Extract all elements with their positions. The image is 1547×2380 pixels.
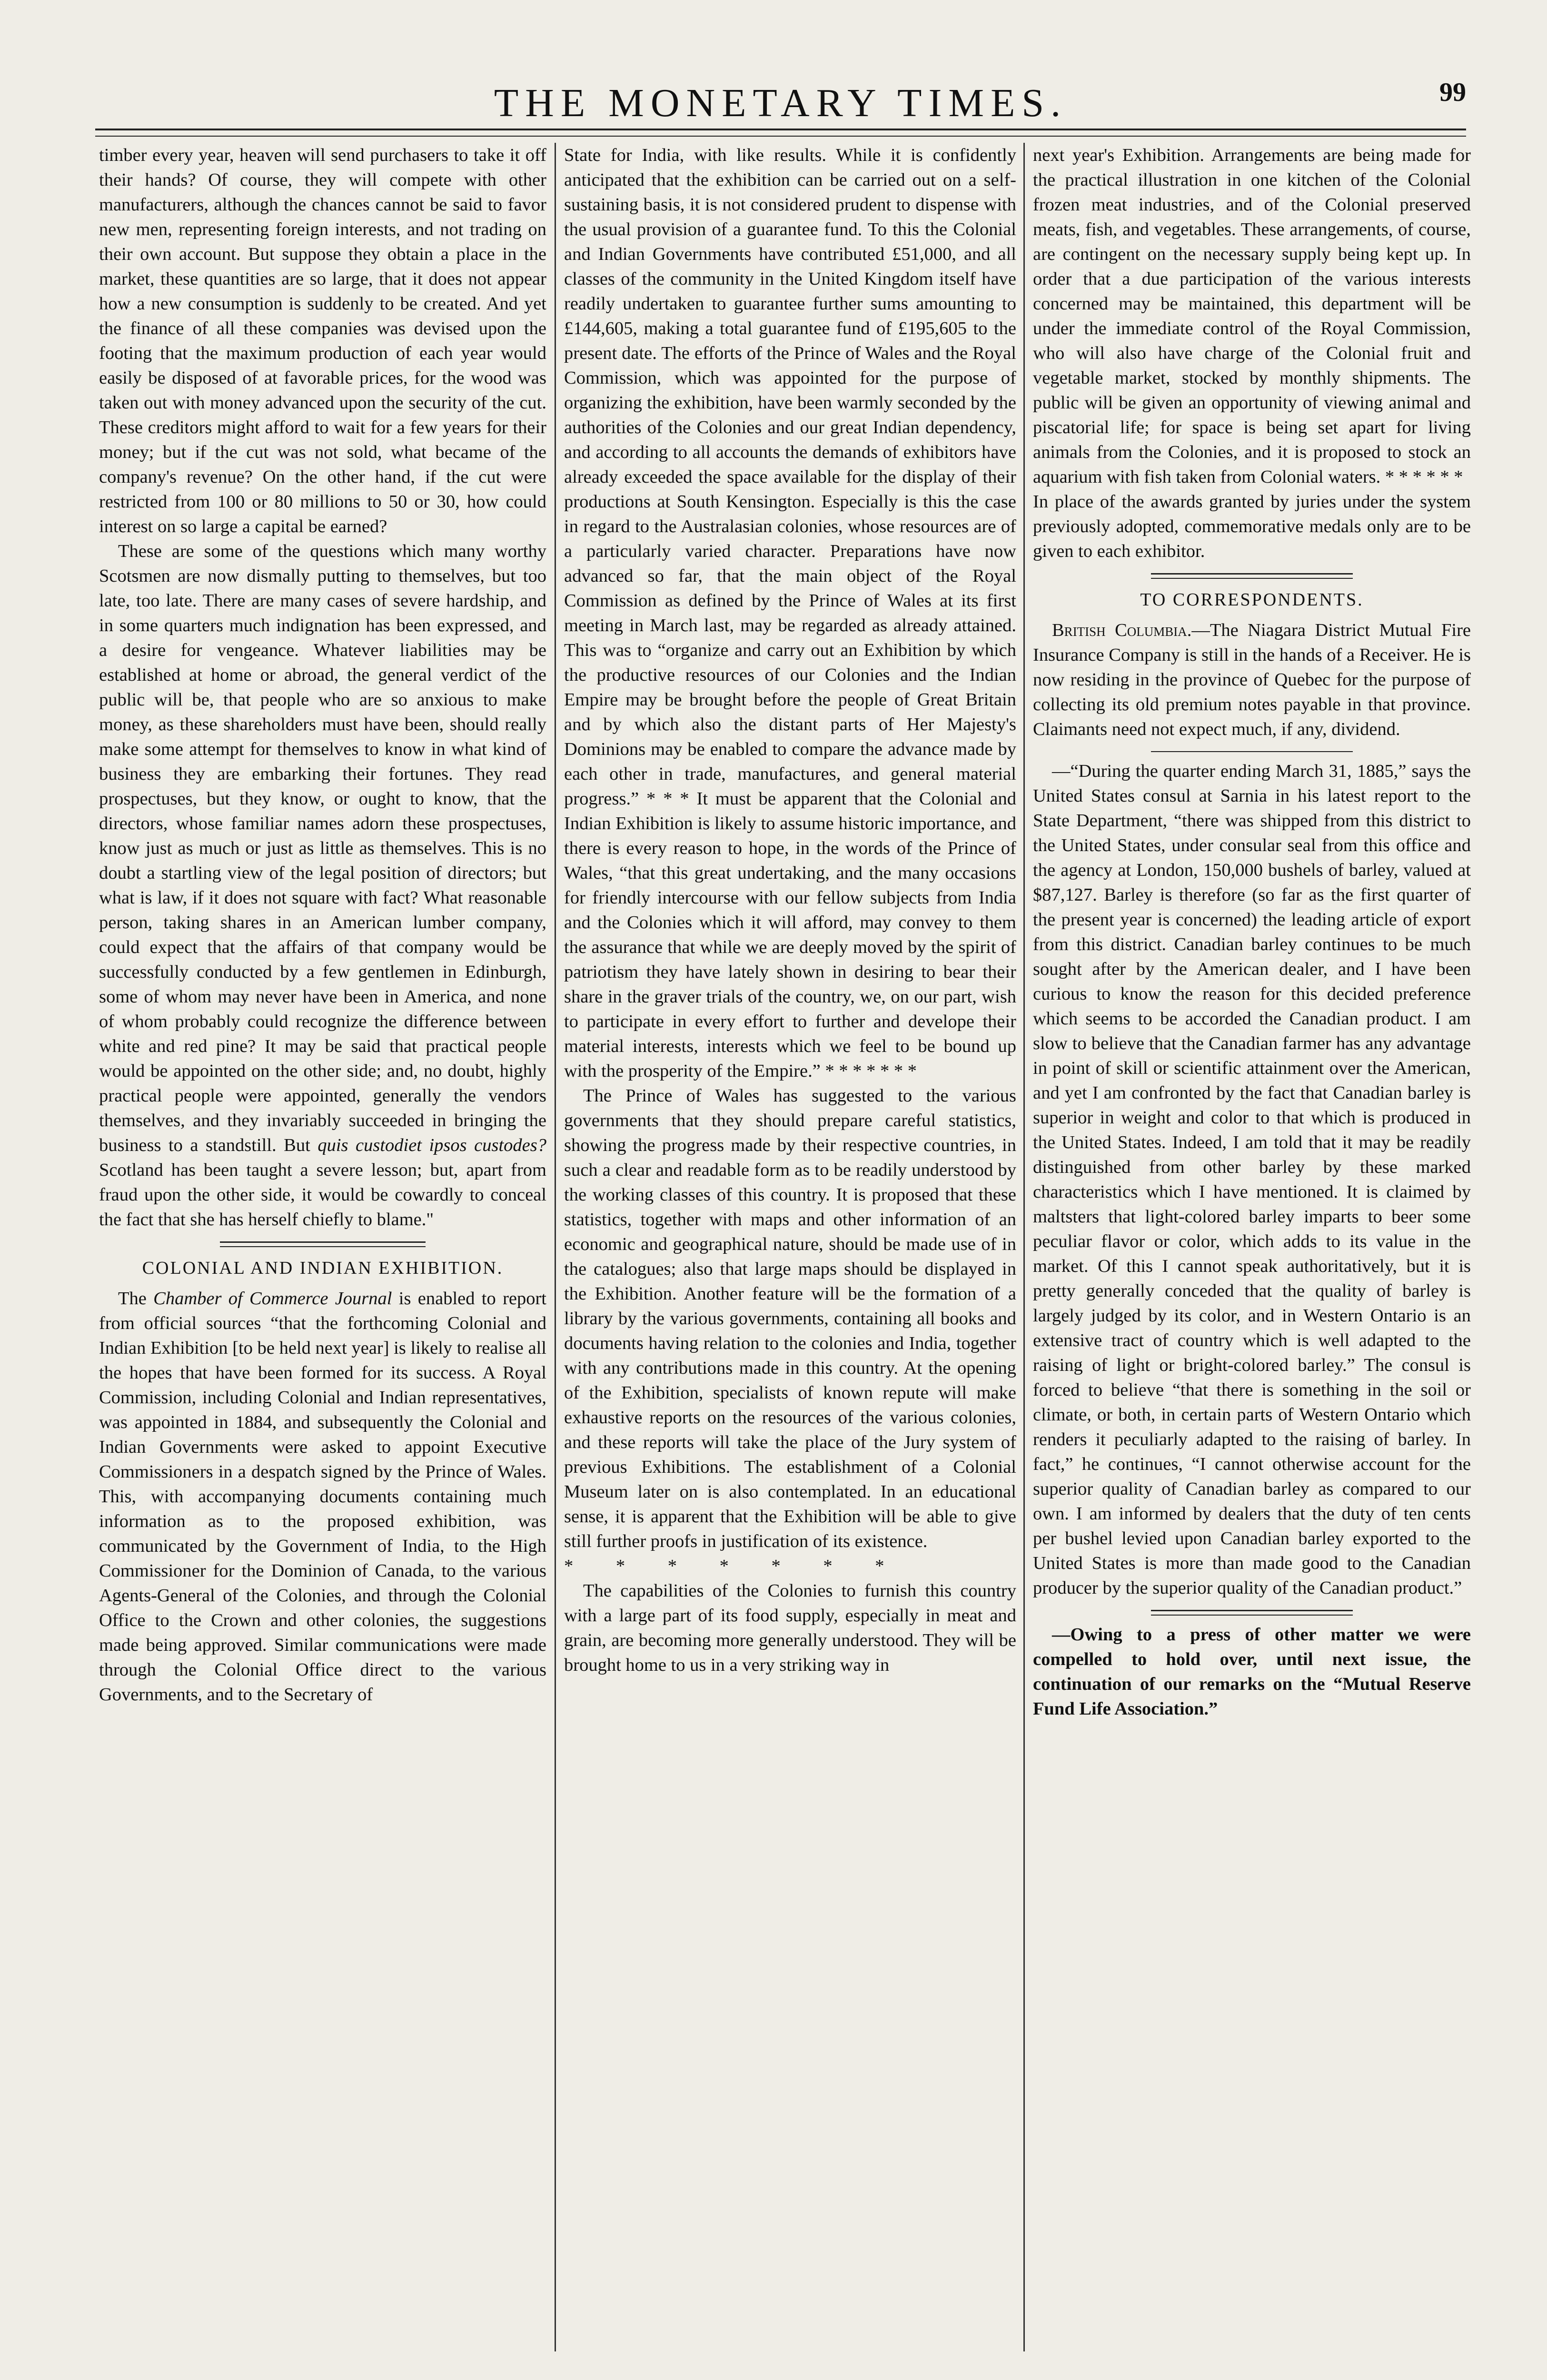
publication-title: THE MONETARY TIMES. bbox=[494, 81, 1068, 125]
masthead bbox=[95, 71, 1466, 124]
column-divider bbox=[555, 143, 556, 2351]
paragraph: —“During the quarter ending March 31, 1885,” says the United States consul at Sarnia in his latest report to the State Department, “there was shipped from this district to the United States, under consular seal from this office and the agency at London, 150,000 bushels of barley, valued at $87,127. Barley is therefore (so far as the first quarter of the present year is concerned) the leading article of export from this district. Canadian barley continues to be much sought after by the American dealer, and I have been curious to know the reason for this decided preference which seems to be accorded the Canadian product. I am slow to believe that the Canadian farmer has any advantage in point of skill or scientific attainment over the American, and yet I am confronted by the fact that Canadian barley is superior in weight and color to that which is produced in the United States. Indeed, I am told that it may be readily distinguished from other barley by these marked characteristics which I have mentioned. It is claimed by maltsters that light-colored barley imparts to beer some peculiar flavor or color, which adds to its value in the market. Of this I cannot speak authoritatively, but it is pretty generally conceded that the quality of barley is largely judged by its color, and in Western Ontario is an extensive tract of country which is well adapted to the raising of light or bright-colored barley.” The consul is forced to believe “that there is something in the soil or climate, or both, in certain parts of Western Ontario which renders it peculiarly adapted to the raising of barley. In fact,” he continues, “I cannot otherwise account for the superior quality of Canadian barley as compared to our own. I am informed by dealers that the duty of ten cents per bushel levied upon Canadian barley exported to the United States is more than made good to the Canadian producer by the superior quality of the Canadian product.” bbox=[1033, 761, 1471, 1598]
column-3 bbox=[1033, 143, 1471, 2361]
paragraph: next year's Exhibition. Arrangements are being made for the practical illustration in one kitchen of the Colonial frozen meat industries, and of the Colonial preserved meats, fish, and vegetables. These arrangements, of course, are contingent on the necessary supply being kept up. In order that a due participation of the various interests concerned may be maintained, this department will be under the immediate control of the Royal Commission, who will also have charge of the Colonial fruit and vegetable market, stocked by monthly shipments. The public will be given an opportunity of viewing animal and piscatorial life; for space is being set apart for living animals from the Colonies, and it is proposed to stock an aquarium with fish taken from Colonial waters. * * * * * * bbox=[1033, 145, 1471, 487]
section-separator bbox=[1151, 573, 1352, 579]
paragraph-text: is enabled to report from official sources “that the forthcoming Colonial and Indian Exhibition [to be held next year] is likely to realise all the hopes that have been formed for its success. A Royal Commission, including Colonial and Indian representatives, was appointed in 1884, and subsequently the Colonial and Indian Governments were asked to appoint Executive Commissioners in a despatch signed by the Prince of Wales. This, with accompanying documents containing much information as to the proposed exhibition, was communicated by the Government of India, to the High Commissioner for the Dominion of Canada, to the various Agents-General of the Colonies, and through the Colonial Office to the Crown and other colonies, the suggestions made being approved. Similar communications were made through the Colonial Office direct to the various Governments, and to the Secretary of bbox=[99, 1289, 546, 1705]
paragraph: The Prince of Wales has suggested to the various governments that they should prepare careful statistics, showing the progress made by their respective countries, in such a clear and readable form as to be readily understood by the working classes of this country. It is proposed that these statistics, together with maps and other information of an economic and geographical nature, should be made use of in the catalogues; also that large maps should be displayed in the Exhibition. Another feature will be the formation of a library by the various governments, containing all books and documents having relation to the colonies and India, together with any contributions made in this country. At the opening of the Exhibition, specialists of known repute will make exhaustive reports on the resources of the various colonies, and these reports will take the place of the Jury system of previous Exhibitions. The establishment of a Colonial Museum later on is also contemplated. In an educational sense, it is apparent that the Exhibition will be able to give still further proofs in justification of its existence. bbox=[564, 1086, 1016, 1551]
paragraph: timber every year, heaven will send purchasers to take it off their hands? Of course, they will compete with other manufacturers, although the chances cannot be said to favor new men, representing foreign interests, and not trading on their own account. But suppose they obtain a place in the market, these quantities are so large, that it does not appear how a new consumption is suddenly to be created. And yet the finance of all these companies was devised upon the footing that the maximum production of each year would easily be disposed of at favorable prices, for the wood was taken out with money advanced upon the security of the cut. These creditors might afford to wait for a few years for their money; but if the cut was not sold, what became of the company's revenue? On the other hand, if the cut were restricted from 100 or 80 millions to 50 or 30, how could interest on so large a capital be earned? bbox=[99, 145, 546, 536]
page-number: 99 bbox=[1439, 78, 1466, 107]
journal-title: Chamber of Commerce Journal bbox=[153, 1289, 392, 1309]
correspondent-label: British Columbia. bbox=[1052, 620, 1192, 640]
header-rule bbox=[95, 129, 1466, 130]
column-divider bbox=[1023, 143, 1025, 2351]
section-separator bbox=[1151, 751, 1352, 752]
paragraph-text: The bbox=[118, 1289, 147, 1309]
section-heading: TO CORRESPONDENTS. bbox=[1140, 590, 1364, 610]
paragraph-text: —The Niagara District Mutual Fire Insurance Company is still in the hands of a Receiver. He is now residing in the province of Quebec for the purpose of collecting its old premium notes payable in that province. Claimants need not expect much, if any, dividend. bbox=[1033, 620, 1471, 739]
paragraph: —Owing to a press of other matter we were compelled to hold over, until next issue, the continuation of our remarks on the “Mutual Reserve Fund Life Association.” bbox=[1033, 1625, 1471, 1719]
paragraph: The capabilities of the Colonies to furnish this country with a large part of its food supply, especially in meat and grain, are becoming more generally understood. They will be brought home to us in a very striking way in bbox=[564, 1581, 1016, 1675]
latin-phrase: quis custodiet ipsos custodes? bbox=[317, 1135, 546, 1155]
paragraph bbox=[1033, 618, 1471, 742]
paragraph bbox=[99, 539, 546, 1232]
header-rule-thin bbox=[95, 136, 1466, 137]
column-2 bbox=[564, 143, 1016, 2361]
section-heading: COLONIAL AND INDIAN EXHIBITION. bbox=[142, 1258, 504, 1278]
paragraph-text: Scotland has been taught a severe lesson; but, apart from fraud upon the other side, it would be cowardly to conceal the fact that she has herself chiefly to blame." bbox=[99, 1160, 546, 1230]
section-separator bbox=[1151, 1610, 1352, 1616]
paragraph: In place of the awards granted by juries under the system previously adopted, commemorative medals only are to be given to each exhibitor. bbox=[1033, 492, 1471, 561]
section-separator bbox=[220, 1241, 426, 1247]
paragraph bbox=[99, 1286, 546, 1707]
ornament-stars: * * * * * * * bbox=[564, 1556, 903, 1576]
paragraph: State for India, with like results. While it is confidently anticipated that the exhibition can be carried out on a self-sustaining basis, it is not considered prudent to dispense with the usual provision of a guarantee fund. To this the Colonial and Indian Governments have contributed £51,000, and all classes of the community in the United Kingdom itself have readily undertaken to guarantee further sums amounting to £144,605, making a total guarantee fund of £195,605 to the present date. The efforts of the Prince of Wales and the Royal Commission, which was appointed for the purpose of organizing the exhibition, have been warmly seconded by the authorities of the Colonies and our great Indian dependency, and according to all accounts the demands of exhibitors have already exceeded the space available for the display of their productions at South Kensington. Especially is this the case in regard to the Australasian colonies, whose resources are of a particularly varied character. Preparations have now advanced so far, that the main object of the Royal Commission as defined by the Prince of Wales at its first meeting in March last, may be regarded as already attained. This was to “organize and carry out an Exhibition by which the productive resources of our Colonies and the Indian Empire may be brought before the people of Great Britain and by which also the distant parts of Her Majesty's Dominions may be enabled to compare the advance made by each other in trade, manufactures, and general material progress.” * * * It must be apparent that the Colonial and Indian Exhibition is likely to assume historic importance, and there is every reason to hope, in the words of the Prince of Wales, “that this great undertaking, and the many occasions for friendly intercourse with our fellow subjects from India and the Colonies which it will afford, may convey to them the assurance that while we are deeply moved by the spirit of patriotism they have lately shown in desiring to bear their share in the graver trials of the country, we, on our part, wish to participate in every effort to further and develope their material interests, interests which we feel to be bound up with the prosperity of the Empire.” * * * * * * * bbox=[564, 145, 1016, 1081]
paragraph-text: These are some of the questions which many worthy Scotsmen are now dismally putting to themselves, but too late, too late. There are many cases of severe hardship, and in some quarters much indignation has been expressed, and a desire for vengeance. Whatever liabilities may be established at home or abroad, the general verdict of the public will be, that people who are so anxious to make money, as these shareholders must have been, should really make some attempt for themselves to know in what kind of business they are embarking their fortunes. They read prospectuses, but they know, or ought to know, that the directors, whose familiar names adorn these prospectuses, know just as much or just as little as themselves. This is no doubt a startling view of the legal position of directors; but what is law, if it does not square with fact? What reasonable person, taking shares in an American lumber company, could expect that the affairs of that company would be successfully conducted by a few gentlemen in Edinburgh, some of whom may never have been in America, and none of whom probably could recognize the difference between white and red pine? It may be said that practical people would be appointed on the other side; and, no doubt, highly practical people were appointed, generally the vendors themselves, and they invariably succeeded in bringing the business to a standstill. But bbox=[99, 541, 546, 1155]
column-1 bbox=[99, 143, 546, 2361]
